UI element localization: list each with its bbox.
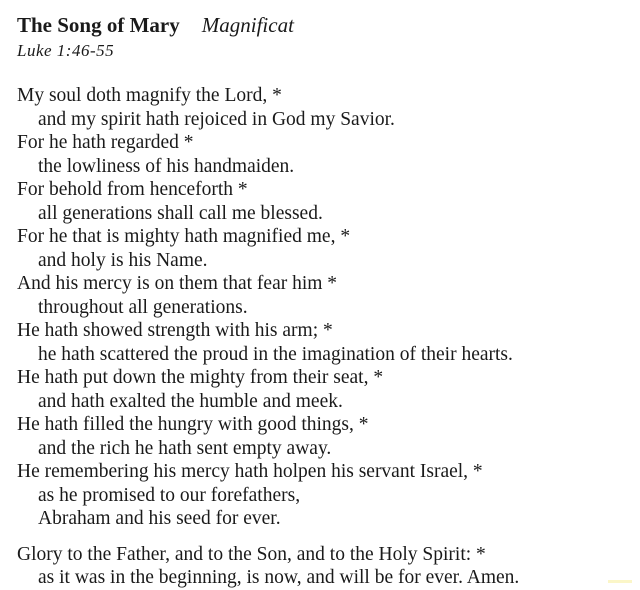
verse-line: He hath put down the mighty from their seat, * — [17, 367, 384, 388]
verse-line-indented: and the rich he hath sent empty away. — [38, 437, 332, 459]
verse-line: For he hath regarded * — [17, 132, 194, 153]
verse-line-indented: Abraham and his seed for ever. — [38, 508, 281, 529]
canticle-title-line — [17, 12, 637, 38]
verse-line-indented: all generations shall call me blessed. — [38, 202, 323, 224]
canticle-page — [17, 12, 637, 590]
verse-line: He hath showed strength with his arm; * — [17, 320, 333, 341]
canticle-title: The Song of Mary — [17, 13, 180, 37]
gloria-patri — [17, 543, 637, 590]
canticle-text — [17, 84, 637, 531]
canticle-latin-title: Magnificat — [201, 13, 294, 37]
verse-line: For he that is mighty hath magnified me, * — [17, 226, 351, 247]
verse-line-indented: and my spirit hath rejoiced in God my Savior. — [38, 108, 395, 130]
highlight-mark — [608, 580, 632, 583]
verse-line: My soul doth magnify the Lord, * — [17, 85, 282, 106]
verse-line-indented: the lowliness of his handmaiden. — [38, 155, 295, 177]
verse-line: For behold from henceforth * — [17, 179, 248, 200]
verse-line-indented: he hath scattered the proud in the imagination of their hearts. — [38, 343, 513, 365]
verse-line-indented: and holy is his Name. — [38, 249, 208, 271]
gloria-line: Glory to the Father, and to the Son, and to the Holy Spirit: * — [17, 543, 486, 565]
verse-line: He hath filled the hungry with good things, * — [17, 414, 369, 435]
gloria-line-indented: as it was in the beginning, is now, and will be for ever. Amen. — [38, 567, 520, 588]
verse-line: And his mercy is on them that fear him * — [17, 273, 338, 294]
verse-line-indented: and hath exalted the humble and meek. — [38, 390, 343, 412]
scripture-reference: Luke 1:46-55 — [17, 41, 115, 60]
verse-line: He remembering his mercy hath holpen his servant Israel, * — [17, 461, 483, 482]
verse-line-indented: as he promised to our forefathers, — [38, 484, 301, 506]
verse-line-indented: throughout all generations. — [38, 296, 248, 318]
